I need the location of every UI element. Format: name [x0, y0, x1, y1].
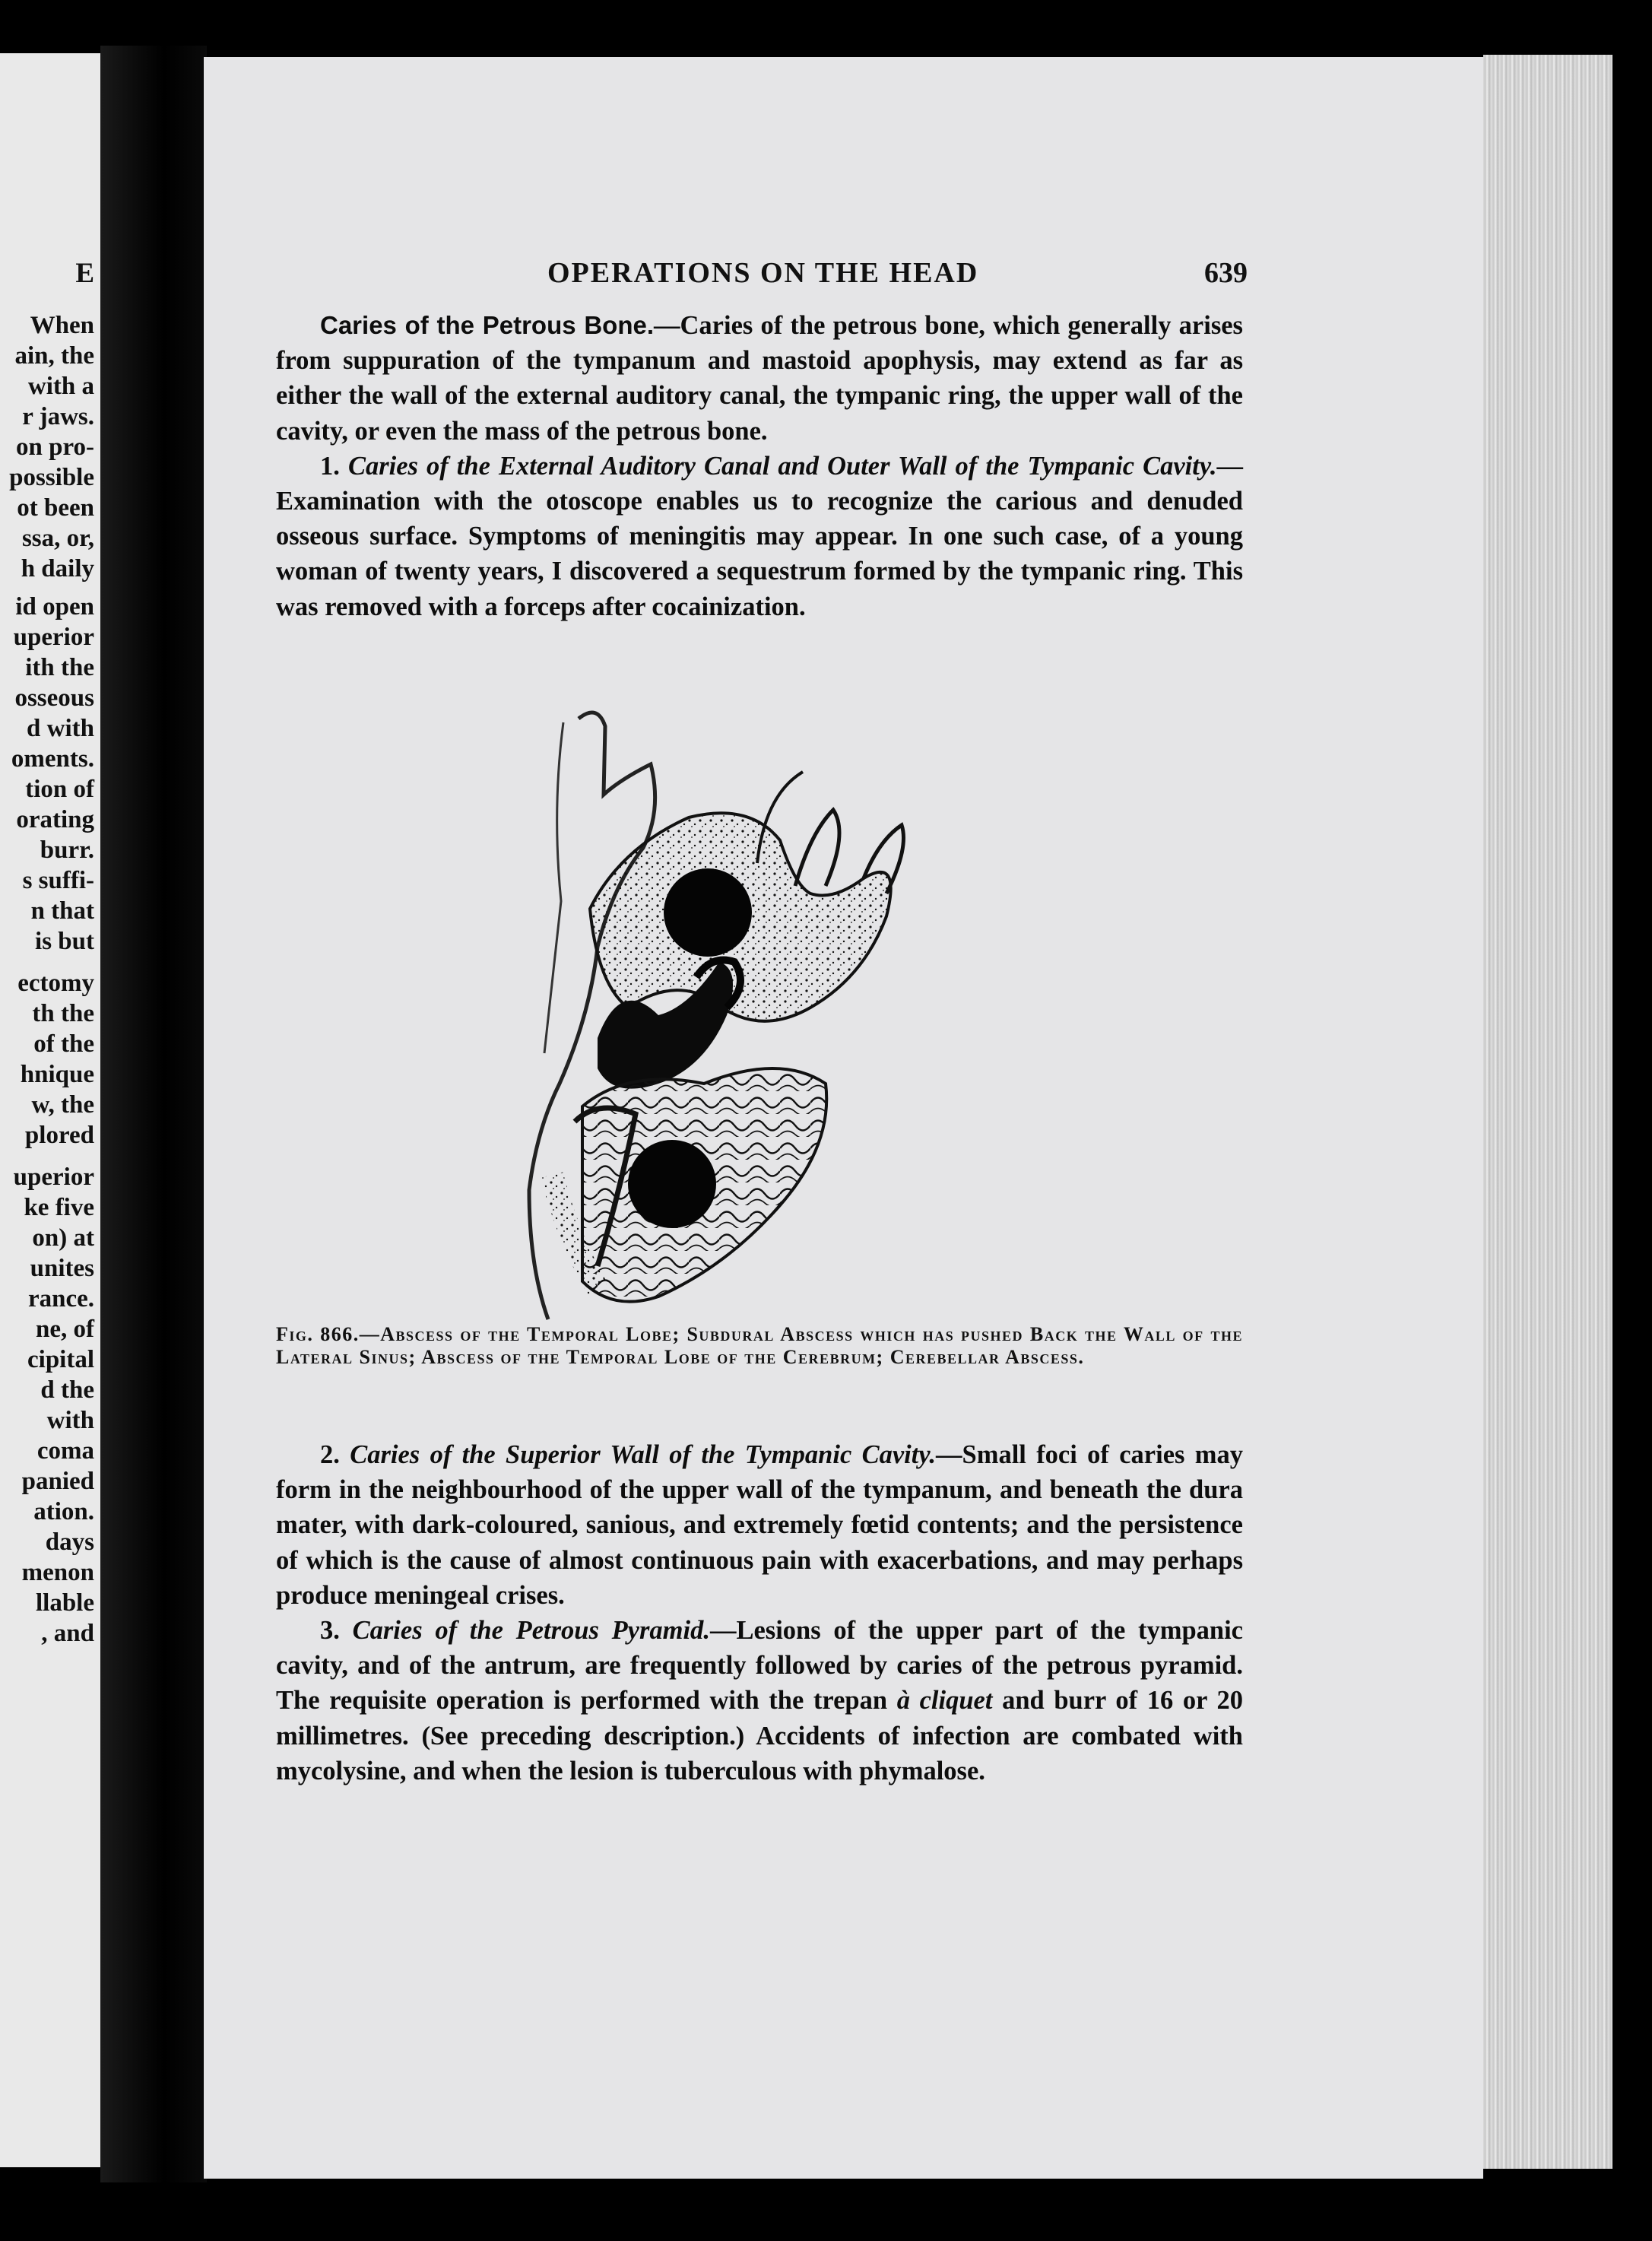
section-heading: Caries of the Petrous Bone.	[320, 311, 654, 339]
intro-text: —Caries of the petrous bone, which generally arises from suppuration of the tympanum and mastoid apophysis, may extend as far as either the wall of the external auditory canal, the tympanic ring, the upper wall of the cavity, or even the mass of the petrous bone.	[276, 311, 1243, 446]
section3-number: 3.	[320, 1616, 340, 1646]
left-page-line-fragment: th the	[32, 1000, 94, 1027]
left-page-line-fragment: possible	[9, 464, 94, 491]
left-page-line-fragment: n that	[30, 897, 94, 925]
section3-text-part1: —Lesions of the upper part of the tympanic cavity, and of the antrum, are frequently followed by caries of the petrous pyramid. The requisite operation is performed with the trepan	[276, 1616, 1243, 1716]
running-head: OPERATIONS ON THE HEAD	[547, 257, 979, 289]
trepan-term: à cliquet	[896, 1686, 993, 1716]
lower-text-block	[276, 1437, 1243, 1789]
section1-paragraph	[276, 449, 1243, 624]
left-page-line-fragment: ne, of	[36, 1316, 94, 1343]
left-page-line-fragment: d with	[27, 715, 94, 742]
left-page-line-fragment: ssa, or,	[21, 525, 94, 552]
left-page-line-fragment: ot been	[17, 494, 94, 522]
section2-number: 2.	[320, 1440, 340, 1469]
section3-paragraph	[276, 1613, 1243, 1789]
left-page-line-fragment: plored	[24, 1122, 94, 1149]
page-edges	[1483, 55, 1612, 2169]
left-page-line-fragment: h daily	[21, 555, 94, 582]
left-page-line-fragment: , and	[41, 1620, 94, 1647]
left-page-line-fragment: ectomy	[17, 970, 94, 997]
left-page-line-fragment: tion of	[25, 776, 94, 803]
left-page-header-fragment: E	[75, 258, 94, 289]
section3-title: Caries of the Petrous Pyramid.	[352, 1616, 710, 1646]
left-page-line-fragment: with	[46, 1407, 94, 1434]
left-page-line-fragment: rance.	[27, 1285, 94, 1313]
left-page-line-fragment: menon	[21, 1559, 94, 1586]
section1-title: Caries of the External Auditory Canal and Outer Wall of the Tympanic Cavity.	[347, 451, 1217, 481]
section1-number: 1.	[320, 451, 340, 481]
book-page	[204, 57, 1483, 2179]
left-page-line-fragment: orating	[16, 806, 94, 833]
figure-caption-text: —Abscess of the Temporal Lobe; Subdural Abscess which has pushed Back the Wall of the Lateral Sinus; Abscess of the Temporal Lobe of the Cerebrum; Cerebellar Abscess.	[276, 1323, 1243, 1368]
anatomical-section-illustration	[506, 658, 947, 1327]
left-page-line-fragment: hnique	[20, 1061, 94, 1088]
left-page-line-fragment: ain, the	[14, 342, 94, 370]
left-page-line-fragment: r jaws.	[22, 403, 94, 430]
left-page-line-fragment: days	[45, 1528, 94, 1556]
left-page-line-fragment: When	[30, 312, 94, 339]
left-page-line-fragment: unites	[30, 1255, 94, 1282]
left-page-line-fragment: uperior	[13, 624, 94, 651]
page-header	[204, 256, 1483, 294]
left-page-line-fragment: burr.	[40, 836, 94, 864]
left-page-line-fragment: of the	[33, 1030, 94, 1058]
left-page-line-fragment: with a	[27, 373, 94, 400]
left-page-line-fragment: oments.	[11, 745, 94, 773]
left-page-line-fragment: is but	[35, 928, 94, 955]
left-page-line-fragment: d the	[40, 1376, 94, 1404]
intro-paragraph	[276, 308, 1243, 449]
left-page-line-fragment: on) at	[32, 1224, 94, 1252]
left-page-line-fragment: s suffi-	[22, 867, 94, 894]
left-facing-page	[0, 53, 100, 2167]
left-page-line-fragment: panied	[21, 1468, 94, 1495]
upper-text-block	[276, 308, 1243, 624]
section2-paragraph	[276, 1437, 1243, 1613]
section2-title: Caries of the Superior Wall of the Tympanic Cavity.	[350, 1440, 937, 1469]
left-page-line-fragment: on pro-	[16, 433, 94, 461]
left-page-line-fragment: ke five	[24, 1194, 94, 1221]
left-page-line-fragment: uperior	[13, 1163, 94, 1191]
figure-caption-label: Fig. 866.	[276, 1323, 360, 1345]
left-page-line-fragment: ation.	[33, 1498, 94, 1525]
book-gutter	[100, 46, 207, 2182]
left-page-line-fragment: id open	[15, 593, 94, 621]
section1-text: —Examination with the otoscope enables us to recognize the carious and denuded osseous surface. Symptoms of meningitis may appear. In one such case, of a young woman of twenty years, I discovered a sequestrum formed by the tympanic ring. This was removed with a forceps after cocainization.	[276, 451, 1243, 621]
left-page-line-fragment: cipital	[27, 1346, 94, 1373]
left-page-line-fragment: ith the	[25, 654, 94, 681]
section2-text: —Small foci of caries may form in the neighbourhood of the upper wall of the tympanum, and beneath the dura mater, with dark-coloured, sanious, and extremely fœtid contents; and the persistence of which is the cause of almost continuous pain with exacerbations, and may perhaps produce meningeal crises.	[276, 1440, 1244, 1610]
left-page-line-fragment: w, the	[31, 1091, 94, 1119]
left-page-line-fragment: osseous	[14, 684, 94, 712]
left-page-line-fragment: coma	[36, 1437, 94, 1465]
section3-text-part2: and burr of 16 or 20 millimetres. (See preceding description.) Accidents of infection are combated with mycolysine, and when the lesion is tuberculous with phymalose.	[276, 1686, 1243, 1785]
page-number: 639	[1204, 257, 1248, 289]
left-page-line-fragment: llable	[35, 1589, 94, 1617]
figure-caption	[276, 1323, 1243, 1369]
